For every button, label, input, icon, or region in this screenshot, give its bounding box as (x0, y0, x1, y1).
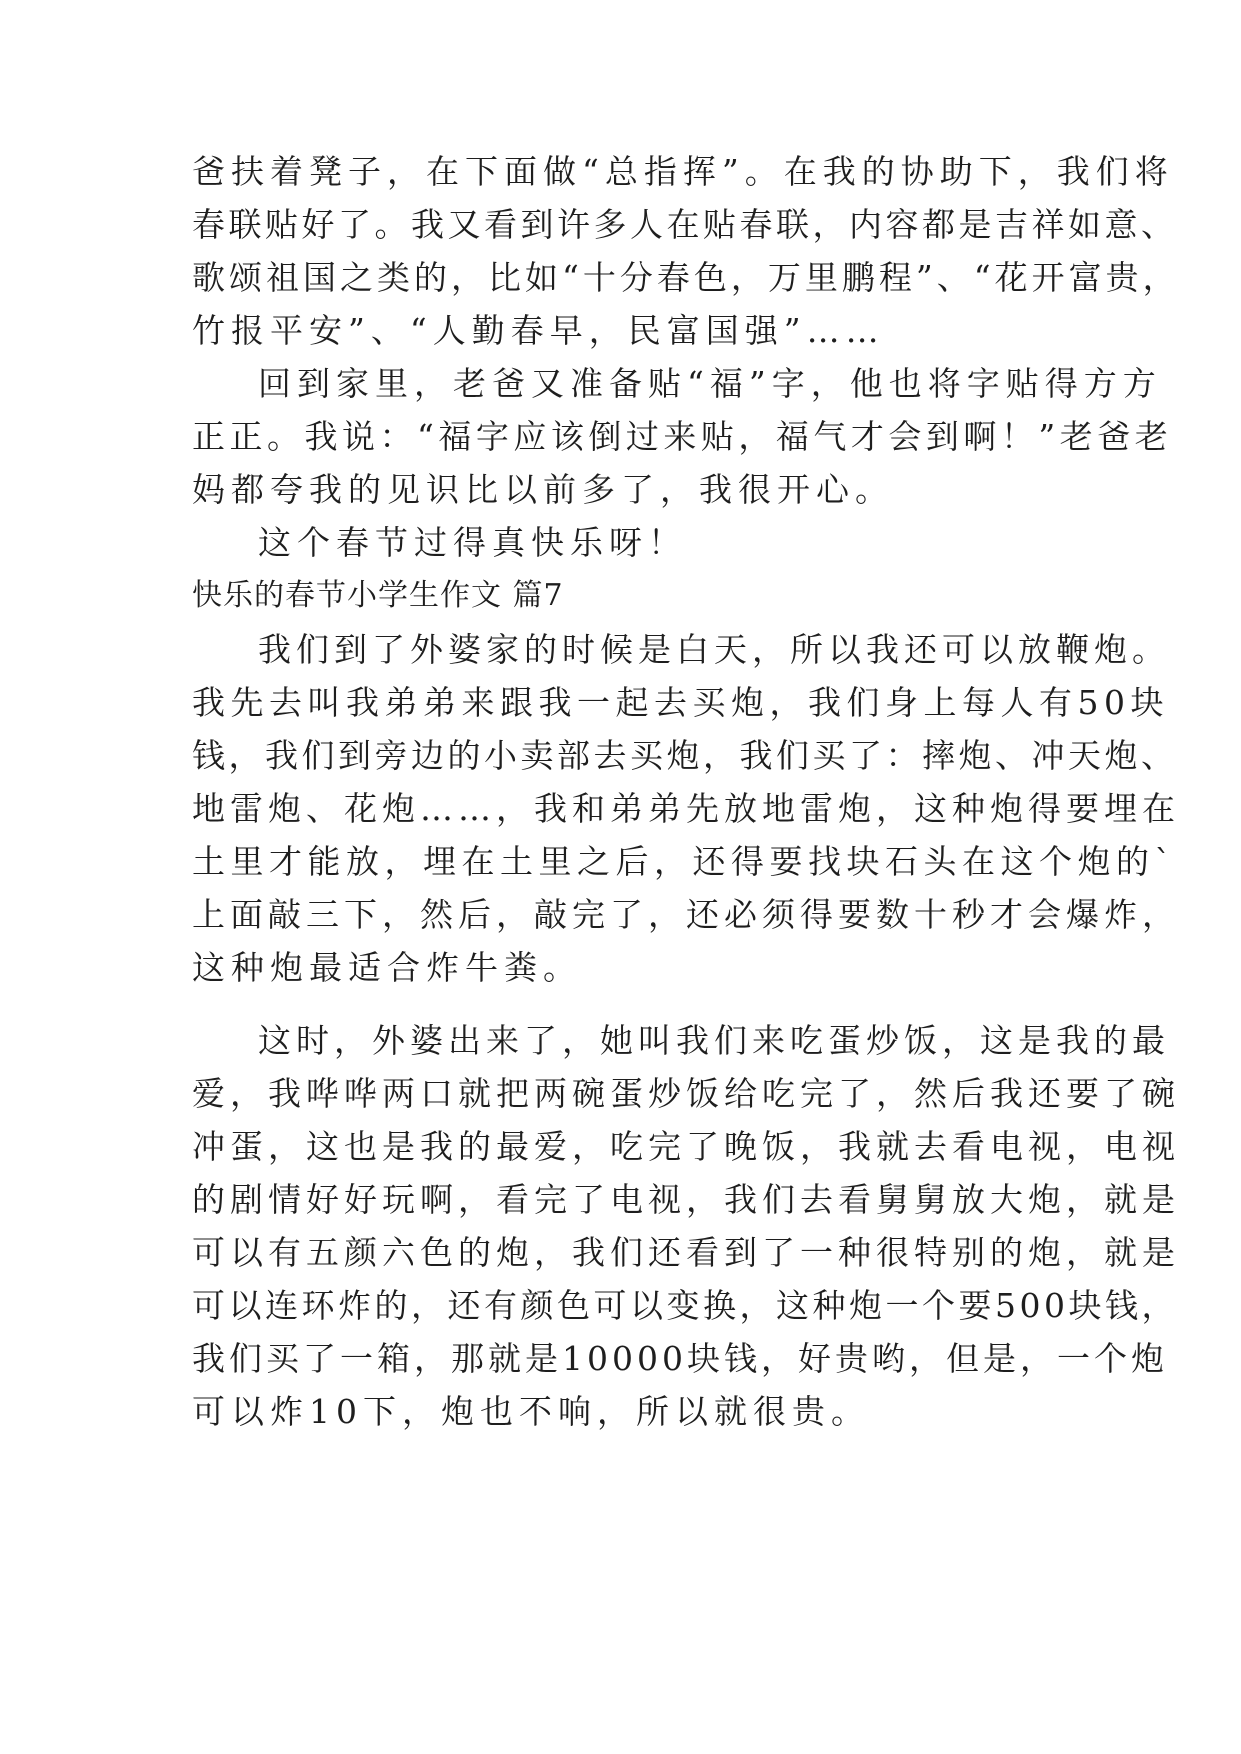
text-line: 钱，我们到旁边的小卖部去买炮，我们买了：摔炮、冲天炮、 (192, 736, 1178, 775)
text-line: 春联贴好了。我又看到许多人在贴春联，内容都是吉祥如意、 (192, 205, 1178, 244)
text-line: 竹报平安”、“人勤春早，民富国强”…… (192, 311, 885, 350)
text-line: 地雷炮、花炮……，我和弟弟先放地雷炮，这种炮得要埋在 (192, 789, 1180, 828)
text-line: 上面敲三下，然后，敲完了，还必须得要数十秒才会爆炸， (192, 895, 1180, 934)
text-line: 我们到了外婆家的时候是白天，所以我还可以放鞭炮。 (258, 630, 1170, 669)
text-line: 我们买了一箱，那就是10000块钱，好贵哟，但是，一个炮 (192, 1339, 1168, 1378)
text-line: 妈都夸我的见识比以前多了，我很开心。 (192, 470, 894, 509)
text-line: 土里才能放，埋在土里之后，还得要找块石头在这个炮的` (192, 842, 1177, 881)
text-line: 这时，外婆出来了，她叫我们来吃蛋炒饭，这是我的最 (258, 1021, 1170, 1060)
text-line: 爸扶着凳子，在下面做“总指挥”。在我的协助下，我们将 (192, 152, 1174, 191)
text-line: 冲蛋，这也是我的最爱，吃完了晚饭，我就去看电视，电视 (192, 1127, 1180, 1166)
text-line: 可以炸10下，炮也不响，所以就很贵。 (192, 1392, 870, 1431)
text-line: 这种炮最适合炸牛粪。 (192, 948, 582, 987)
text-line: 爱，我哗哗两口就把两碗蛋炒饭给吃完了，然后我还要了碗 (192, 1074, 1180, 1113)
text-line: 这个春节过得真快乐呀！ (258, 523, 687, 562)
essay-heading: 快乐的春节小学生作文 篇7 (192, 578, 564, 613)
text-line: 可以连环炸的，还有颜色可以变换，这种炮一个要500块钱， (192, 1286, 1178, 1325)
text-line: 的剧情好好玩啊，看完了电视，我们去看舅舅放大炮，就是 (192, 1180, 1180, 1219)
text-line: 我先去叫我弟弟来跟我一起去买炮，我们身上每人有50块 (192, 683, 1169, 722)
text-line: 可以有五颜六色的炮，我们还看到了一种很特别的炮，就是 (192, 1233, 1180, 1272)
text-line: 正正。我说：“福字应该倒过来贴，福气才会到啊！”老爸老 (192, 417, 1173, 456)
text-line: 歌颂祖国之类的，比如“十分春色，万里鹏程”、“花开富贵， (192, 258, 1180, 297)
text-line: 回到家里，老爸又准备贴“福”字，他也将字贴得方方 (258, 364, 1162, 403)
